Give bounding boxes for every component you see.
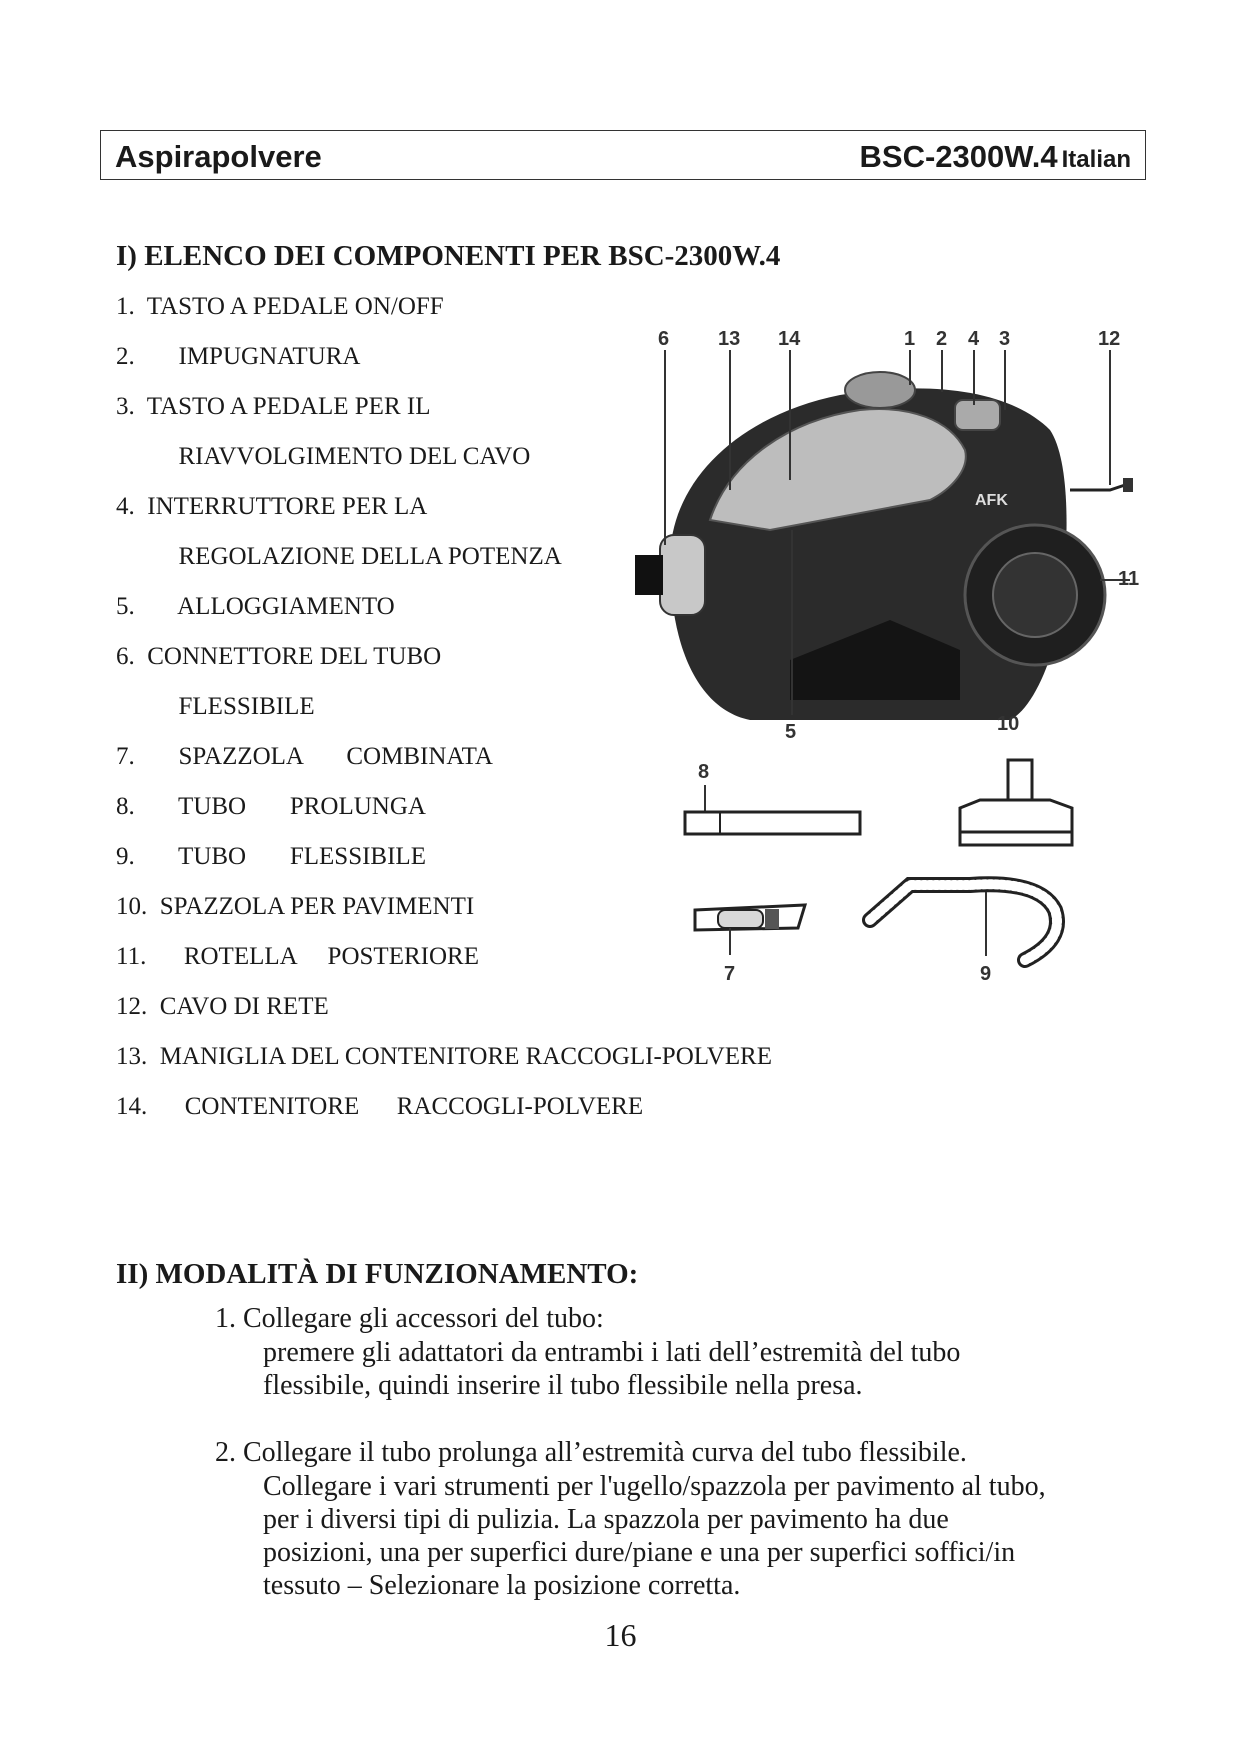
header-title: Aspirapolvere — [115, 139, 322, 174]
step-line: posizioni, una per superfici dure/piane e una per superfici soffici/in — [263, 1537, 1016, 1568]
callout-label: 1 — [904, 328, 916, 350]
component-item: 6. CONNETTORE DEL TUBO — [116, 643, 442, 670]
hose-connector — [660, 535, 705, 615]
floor-brush — [960, 800, 1072, 845]
component-item: 8. TUBO PROLUNGA — [116, 793, 426, 820]
step-line: Collegare i vari strumenti per l'ugello/spazzola per pavimento al tubo, — [263, 1471, 1046, 1502]
plug-icon — [1123, 478, 1133, 492]
header-language: Italian — [1061, 146, 1131, 173]
component-item: 5. ALLOGGIAMENTO — [116, 593, 395, 620]
callout-label: 14 — [778, 328, 801, 350]
rear-wheel-hub — [993, 553, 1077, 637]
callout-label: 2 — [936, 328, 948, 350]
extension-tube — [685, 812, 860, 834]
floor-brush-neck — [1008, 760, 1032, 800]
page-number: 16 — [604, 1617, 637, 1653]
component-item: 4. INTERRUTTORE PER LA — [116, 493, 428, 520]
hose-inlet — [635, 555, 663, 595]
brand-logo: AFK — [975, 492, 1008, 509]
component-item: 14. CONTENITORE RACCOGLI-POLVERE — [116, 1093, 644, 1120]
component-item: FLESSIBILE — [116, 693, 315, 720]
step-title: 1. Collegare gli accessori del tubo: — [215, 1303, 604, 1334]
callout-label: 9 — [980, 963, 992, 985]
header-model — [860, 139, 1132, 175]
vacuum-diagram — [630, 320, 1150, 1030]
model-code: BSC-2300W.4 — [859, 139, 1058, 174]
step-title: 2. Collegare il tubo prolunga all’estremità curva del tubo flessibile. — [215, 1437, 967, 1468]
page-header — [100, 130, 1146, 180]
callout-label: 6 — [658, 328, 670, 350]
component-item: 13. MANIGLIA DEL CONTENITORE RACCOGLI-POLVERE — [116, 1043, 772, 1070]
component-item: 2. IMPUGNATURA — [116, 343, 361, 370]
component-item: 1. TASTO A PEDALE ON/OFF — [116, 293, 444, 320]
section1-heading: I) ELENCO DEI COMPONENTI PER BSC-2300W.4 — [116, 240, 781, 272]
component-item: 11. ROTELLA POSTERIORE — [116, 943, 479, 970]
component-item: 10. SPAZZOLA PER PAVIMENTI — [116, 893, 475, 920]
callout-label: 3 — [999, 328, 1011, 350]
component-item: 3. TASTO A PEDALE PER IL — [116, 393, 431, 420]
section2-heading: II) MODALITÀ DI FUNZIONAMENTO: — [116, 1258, 639, 1290]
component-item: RIAVVOLGIMENTO DEL CAVO — [116, 443, 531, 470]
pedal-buttons — [955, 400, 1000, 430]
callout-label: 7 — [724, 963, 736, 985]
step-line: tessuto – Selezionare la posizione corretta. — [263, 1570, 741, 1601]
callout-label: 11 — [1118, 568, 1140, 590]
callout-label: 4 — [968, 328, 980, 350]
step-line: flessibile, quindi inserire il tubo flessibile nella presa. — [263, 1370, 863, 1401]
handle-top — [845, 372, 915, 408]
step-line: premere gli adattatori da entrambi i lati dell’estremità del tubo — [263, 1337, 961, 1368]
step-line: per i diversi tipi di pulizia. La spazzola per pavimento ha due — [263, 1504, 949, 1535]
callout-label: 13 — [718, 328, 741, 350]
callout-label: 10 — [997, 713, 1020, 735]
component-item: REGOLAZIONE DELLA POTENZA — [116, 543, 562, 570]
callout-label: 5 — [785, 721, 797, 743]
callout-label: 12 — [1098, 328, 1121, 350]
power-cord — [1070, 485, 1125, 490]
component-item: 9. TUBO FLESSIBILE — [116, 843, 426, 870]
component-item: 7. SPAZZOLA COMBINATA — [116, 743, 493, 770]
callout-label: 8 — [698, 761, 710, 783]
component-item: 12. CAVO DI RETE — [116, 993, 329, 1020]
